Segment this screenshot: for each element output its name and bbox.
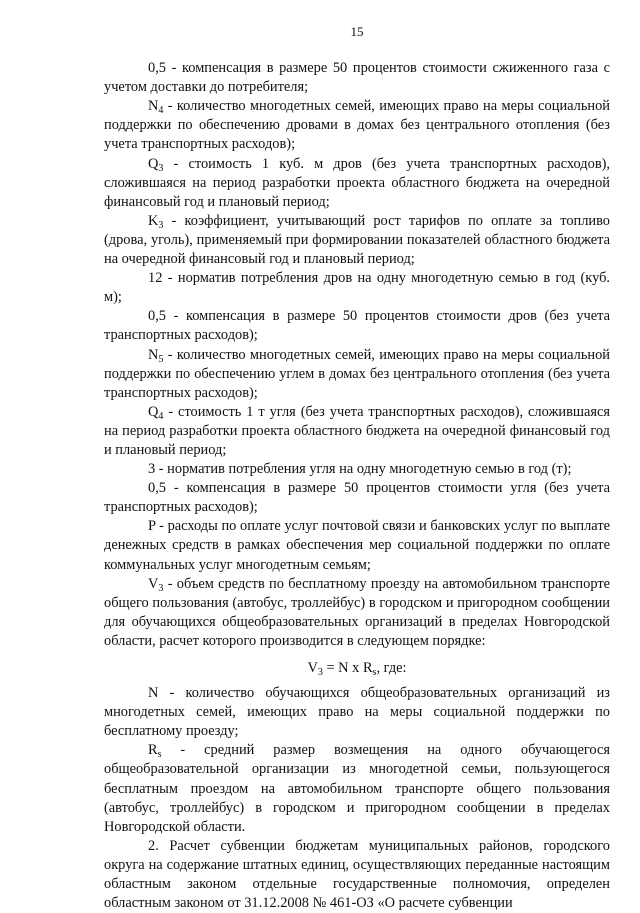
symbol: R xyxy=(148,742,158,759)
paragraph-text: - коэффициент, учитывающий рост тарифов по оплате за топливо (дрова, уголь), применяемый при формировании показателей областного бюджета на очередной финансовый год и плановый период; xyxy=(104,212,610,268)
symbol: Q xyxy=(148,403,159,420)
paragraph-text: - количество многодетных семей, имеющих право на меры социальной поддержки по обеспечению дровами в домах без центрального отопления (без учета транспортных расходов); xyxy=(104,98,610,153)
paragraph-text: 12 - норматив потребления дров на одну многодетную семью в год (куб. м); xyxy=(104,270,610,306)
paragraph xyxy=(104,346,610,403)
formula-v3 xyxy=(104,659,610,678)
paragraph-text: - количество многодетных семей, имеющих право на меры социальной поддержки по обеспечению углем в домах без центрального отопления (без учета транспортных расходов); xyxy=(104,346,610,401)
paragraph xyxy=(104,479,610,517)
formula-tail: , где: xyxy=(376,660,407,676)
paragraph xyxy=(104,403,610,460)
paragraph-text: 0,5 - компенсация в размере 50 процентов стоимости угля (без учета транспортных расходов); xyxy=(104,480,610,516)
symbol-subscript: 3 xyxy=(158,219,164,231)
symbol-subscript: 4 xyxy=(158,410,164,422)
paragraph-text: - средний размер возмещения на одного обучающегося общеобразовательной организации из многодетной семьи, пользующегося бесплатным проездом на автомобильном транспорте общего пользования (автобус, троллейбус) в городском и пригородном сообщении в пределах Новгородской области. xyxy=(104,742,610,835)
symbol: V xyxy=(148,575,159,592)
formula-lhs: V xyxy=(307,660,318,676)
paragraph xyxy=(104,684,610,741)
paragraph-text: 0,5 - компенсация в размере 50 процентов стоимости сжиженного газа с учетом доставки до потребителя; xyxy=(104,60,610,96)
paragraph-text: N - количество обучающихся общеобразовательных организаций из многодетных семей, имеющих право на меры социальной поддержки по бесплатному проезду; xyxy=(104,685,610,740)
symbol: N xyxy=(148,98,159,115)
paragraph xyxy=(104,155,610,212)
paragraph-text: 3 - норматив потребления угля на одну многодетную семью в год (т); xyxy=(148,461,572,478)
paragraph-text: 2. Расчет субвенции бюджетам муниципальных районов, городского округа на содержание штатных единиц, осуществляющих переданные настоящим областным законом отдельные государственные полномочия, определен областным законом от 31.12.2008 № 461-ОЗ «О расчете субвенции xyxy=(104,837,610,912)
paragraph xyxy=(104,460,610,479)
paragraph xyxy=(104,741,610,836)
paragraph xyxy=(104,59,610,97)
formula-mid-sub: s xyxy=(372,667,377,678)
symbol-subscript: 5 xyxy=(158,353,164,365)
paragraph xyxy=(104,575,610,651)
paragraph-text: - стоимость 1 куб. м дров (без учета транспортных расходов), сложившаяся на период разработки проекта областного бюджета на очередной финансовый год и плановый период; xyxy=(104,155,610,210)
paragraph-text: P - расходы по оплате услуг почтовой связи и банковских услуг по выплате денежных средств в рамках обеспечения мер социальной поддержки по оплате коммунальных услуг многодетным семьям; xyxy=(104,518,610,573)
paragraph-text: 0,5 - компенсация в размере 50 процентов стоимости дров (без учета транспортных расходов); xyxy=(104,308,610,344)
paragraph-text: - стоимость 1 т угля (без учета транспортных расходов), сложившаяся на период разработки проекта областного бюджета на очередной финансовый год и плановый период; xyxy=(104,403,610,458)
symbol: K xyxy=(148,212,159,229)
symbol: N xyxy=(148,346,159,363)
paragraphs-before-formula xyxy=(104,59,610,651)
symbol: Q xyxy=(148,155,159,172)
symbol-subscript: s xyxy=(157,749,162,761)
paragraph xyxy=(104,212,610,269)
paragraph xyxy=(104,269,610,307)
symbol-subscript: 3 xyxy=(158,582,164,594)
paragraph xyxy=(104,837,610,913)
page-number: 15 xyxy=(350,24,364,39)
paragraph-text: - объем средств по бесплатному проезду на автомобильном транспорте общего пользования (автобус, троллейбус) в городском и пригородном сообщении для обучающихся общеобразовательных организаций в пределах Новгородской области, расчет которого производится в следующем порядке: xyxy=(104,575,610,649)
paragraph xyxy=(104,97,610,154)
paragraphs-after-formula xyxy=(104,684,610,913)
formula-mid: = N x R xyxy=(322,660,373,676)
paragraph xyxy=(104,307,610,345)
symbol-subscript: 3 xyxy=(158,162,164,174)
formula-lhs-sub: 3 xyxy=(317,667,323,678)
symbol-subscript: 4 xyxy=(158,105,164,117)
paragraph xyxy=(104,517,610,574)
